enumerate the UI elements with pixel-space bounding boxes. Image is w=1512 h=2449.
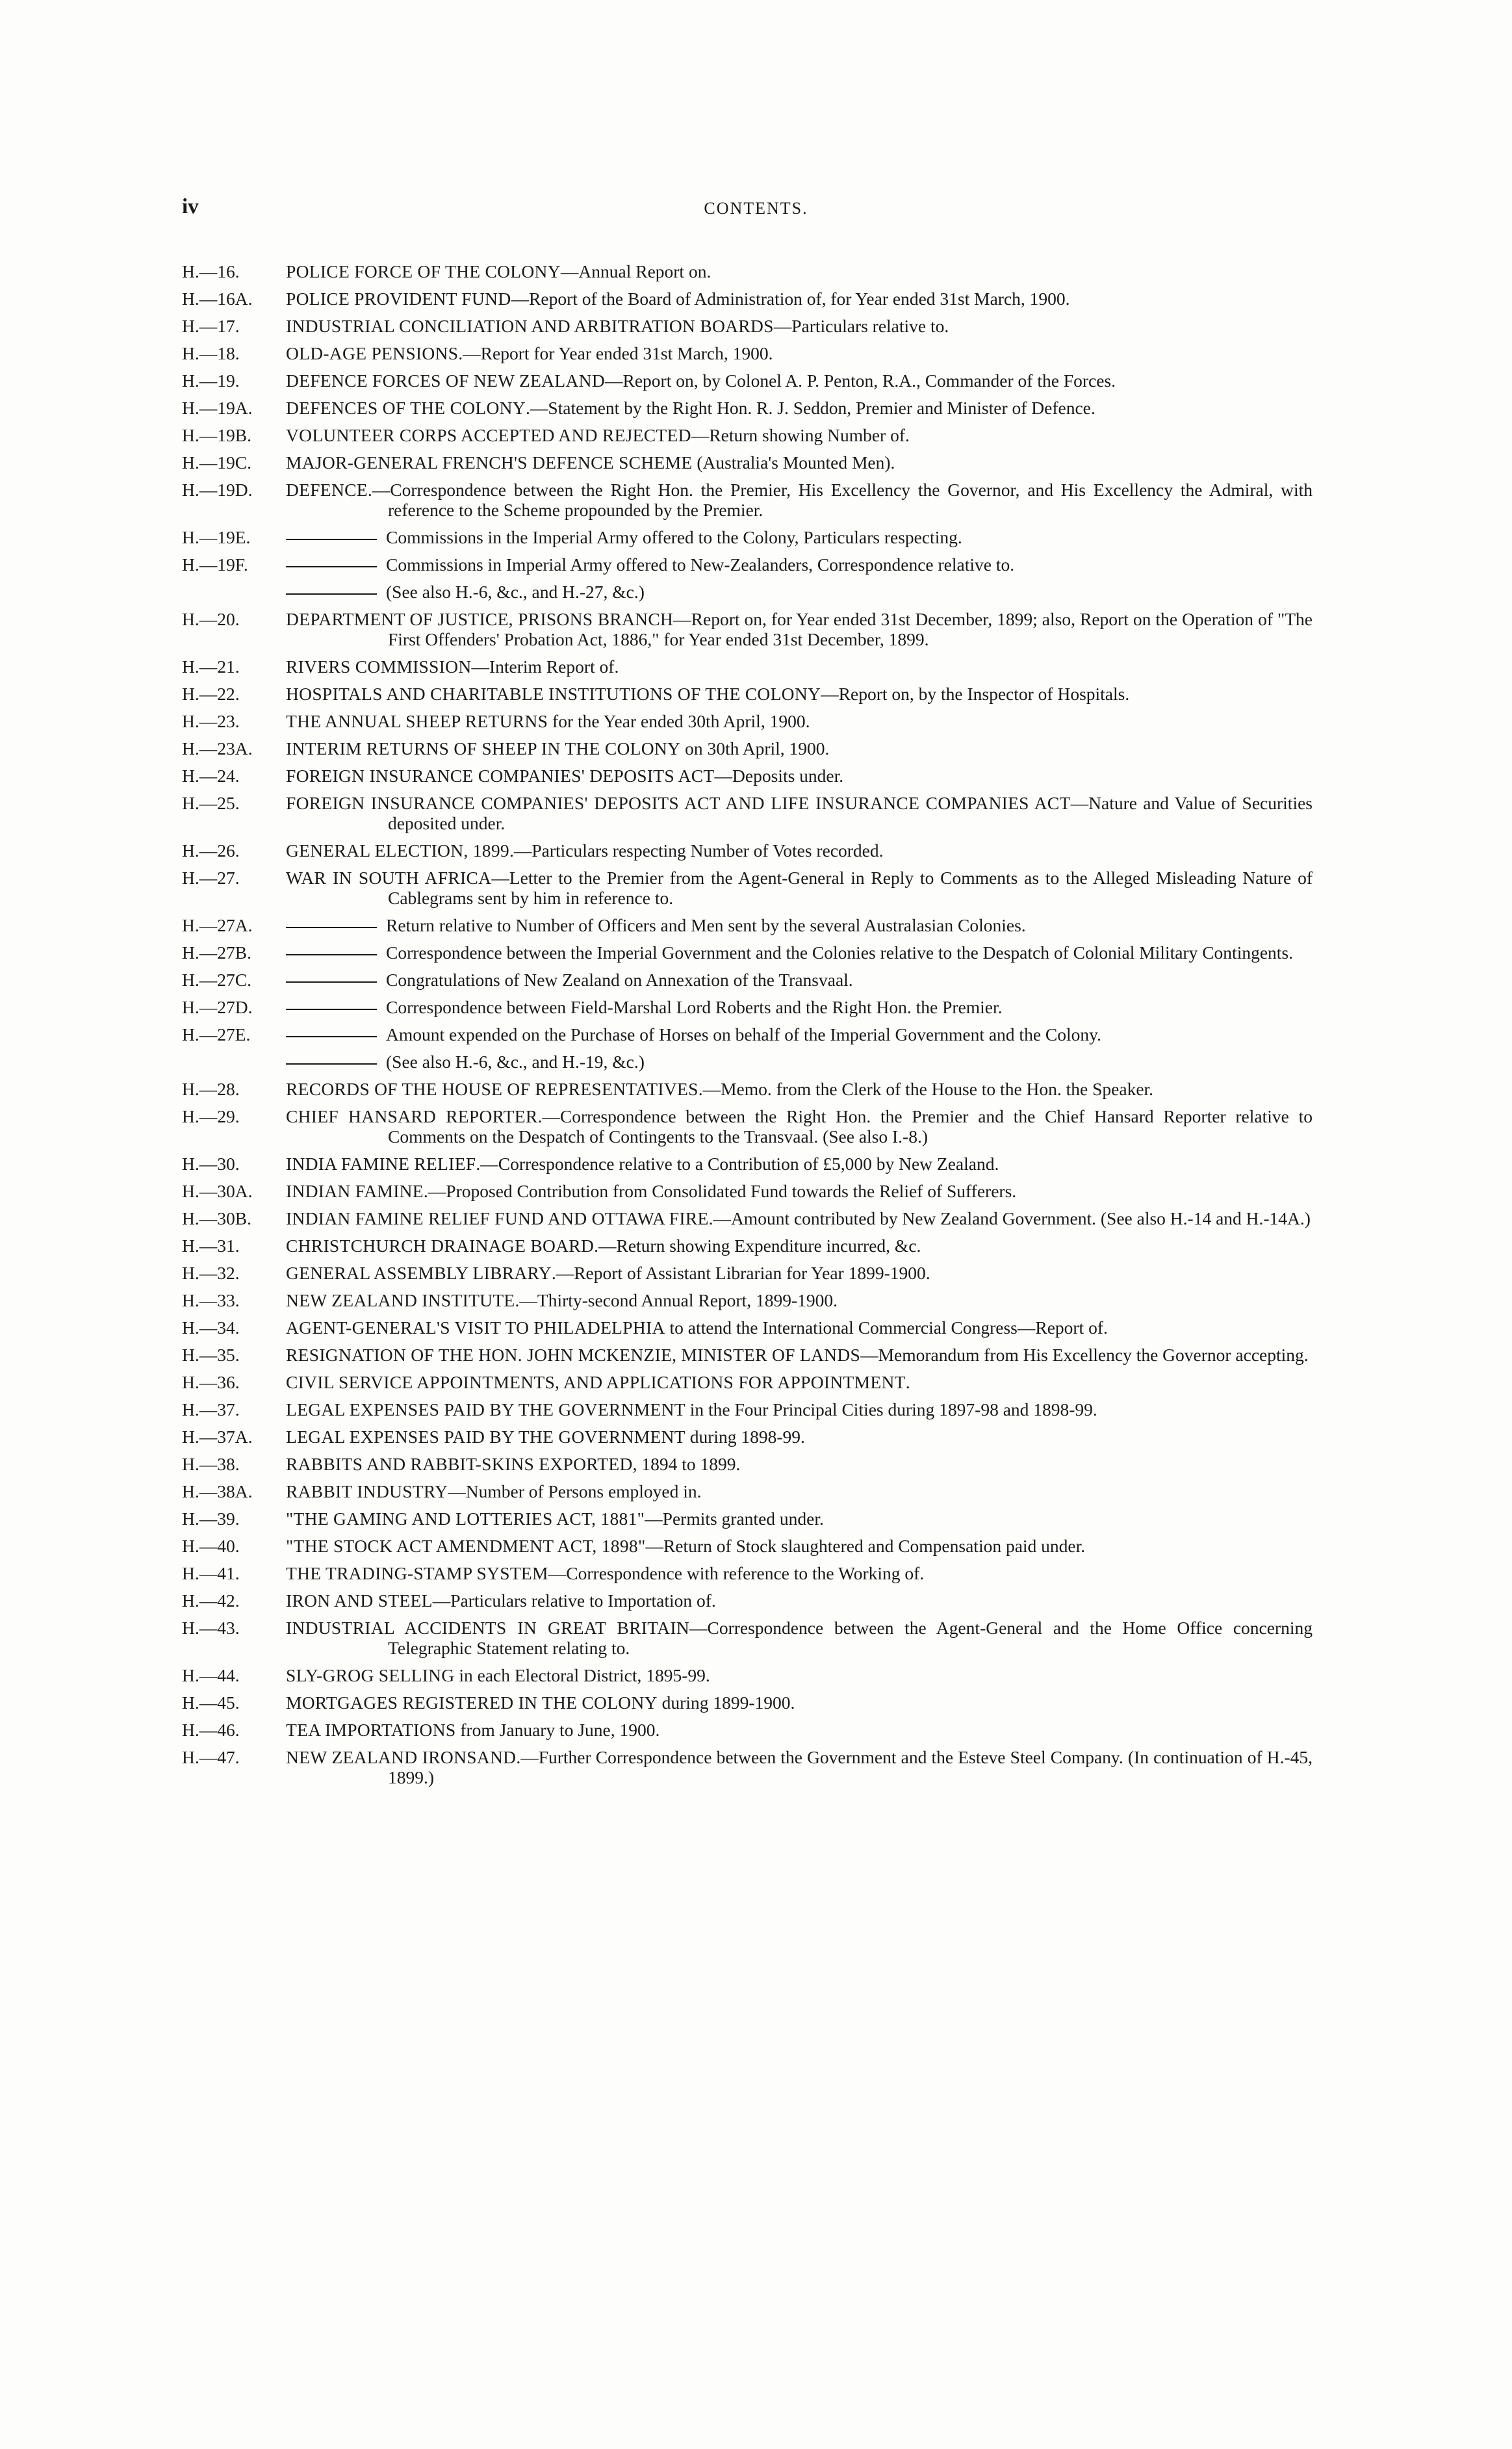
contents-entry [182,343,1313,363]
entry-body [286,1345,1313,1365]
contents-entry [182,452,1313,473]
entry-title: RABBITS AND RABBIT-SKINS EXPORTED [286,1454,633,1474]
entry-description: —Report on, by Colonel A. P. Penton, R.A., Commander of the Forces. [604,370,1116,391]
entry-id: H.—37A. [182,1427,253,1447]
entry-title: MAJOR-GENERAL FRENCH'S DEFENCE SCHEME [286,452,693,473]
contents-entry [182,840,1313,861]
entry-id: H.—30. [182,1154,240,1174]
entry-description: Amount expended on the Purchase of Horses on behalf of the Imperial Government and the Colony. [386,1024,1101,1044]
contents-entry [182,1563,1313,1583]
entry-body [286,1024,1313,1044]
contents-entry [182,1747,1313,1787]
entry-description: Return relative to Number of Officers and Men sent by the several Australasian Colonies. [386,915,1026,935]
entry-title: INDUSTRIAL ACCIDENTS IN GREAT BRITAIN [286,1618,689,1638]
entry-title: INDIA FAMINE RELIEF [286,1154,476,1174]
entry-description: Commissions in the Imperial Army offered to the Colony, Particulars respecting. [386,527,962,547]
contents-entry [182,1536,1313,1556]
entry-body [286,1427,1313,1447]
entry-description: in the Four Principal Cities during 1897-98 and 1898-99. [685,1399,1097,1419]
entry-description: —Nature and Value of Securities deposited under. [388,793,1313,833]
entry-body [286,289,1313,309]
entry-body [286,370,1313,391]
entry-body [286,684,1313,704]
entry-body [286,1106,1313,1147]
entry-body [286,1563,1313,1583]
entry-body [286,1317,1313,1338]
entry-body [286,261,1313,281]
entry-body [286,1052,1313,1072]
entry-description: —Annual Report on. [560,261,711,281]
entry-description: to attend the International Commercial Congress—Report of. [665,1317,1108,1338]
page-header [0,195,1512,227]
entry-body [286,656,1313,677]
entry-body [286,840,1313,861]
entry-description: —Interim Report of. [471,656,619,677]
entry-description: .—Report for Year ended 31st March, 1900. [458,343,773,363]
entry-body [286,942,1313,963]
contents-entry [182,1372,1313,1392]
entry-description: —Report on, for Year ended 31st December, 1899; also, Report on the Operation of "The First Offenders' Probation Act, 1886," for Year ended 31st December, 1899. [388,609,1313,649]
entry-id: H.—44. [182,1665,240,1685]
contents-entry [182,997,1313,1017]
ditto-rule [286,1063,377,1065]
entry-title: NEW ZEALAND INSTITUTE [286,1290,515,1310]
entry-body [286,1692,1313,1713]
entry-id: H.—40. [182,1536,240,1556]
entry-body [286,1509,1313,1529]
entry-description: —Number of Persons employed in. [448,1481,702,1501]
entry-title: CIVIL SERVICE APPOINTMENTS, AND APPLICATIONS FOR APPOINTMENT [286,1372,906,1392]
entry-title: DEFENCE [286,480,368,500]
entry-id: H.—23. [182,711,240,731]
entry-title: WAR IN SOUTH AFRICA [286,868,492,888]
entry-id: H.—19A. [182,398,253,418]
entry-title: "THE GAMING AND LOTTERIES ACT, 1881" [286,1509,645,1529]
entry-id: H.—21. [182,656,240,677]
entry-description: Congratulations of New Zealand on Annexation of the Transvaal. [386,970,853,990]
running-head: CONTENTS. [704,199,808,218]
entry-id: H.—18. [182,343,240,363]
entry-id: H.—27A. [182,915,253,935]
contents-entry [182,1181,1313,1201]
contents-entry [182,480,1313,520]
entry-description: (See also H.-6, &c., and H.-19, &c.) [386,1052,645,1072]
entry-title: NEW ZEALAND IRONSAND [286,1747,517,1767]
entry-description: Correspondence between the Imperial Government and the Colonies relative to the Despatch of Colonial Military Contingents. [386,942,1294,963]
entry-id: H.—19D. [182,480,253,500]
entry-description: —Particulars relative to Importation of. [432,1590,716,1611]
contents-entry [182,1024,1313,1044]
entry-title: POLICE FORCE OF THE COLONY [286,261,561,281]
entry-description: .—Thirty-second Annual Report, 1899-1900. [515,1290,838,1310]
entry-id: H.—36. [182,1372,240,1392]
entry-description: —Correspondence with reference to the Working of. [548,1563,925,1583]
entry-description: —Report on, by the Inspector of Hospitals. [821,684,1130,704]
page-number: iv [182,195,199,218]
entry-id: H.—39. [182,1509,240,1529]
entry-title: RESIGNATION OF THE HON. JOHN MCKENZIE, MINISTER OF LANDS [286,1345,861,1365]
entry-title: TEA IMPORTATIONS [286,1720,456,1740]
contents-entry [182,1052,1313,1072]
contents-entry [182,1454,1313,1474]
entry-id: H.—46. [182,1720,240,1740]
entry-id: H.—22. [182,684,240,704]
entry-title: DEFENCES OF THE COLONY [286,398,526,418]
entry-body [286,1665,1313,1685]
contents-entry [182,942,1313,963]
entry-id: H.—19. [182,370,240,391]
entry-title: RABBIT INDUSTRY [286,1481,448,1501]
contents-entry [182,1665,1313,1685]
entry-id: H.—34. [182,1317,240,1338]
entry-body [286,1536,1313,1556]
entry-id: H.—24. [182,766,240,786]
entry-title: THE ANNUAL SHEEP RETURNS [286,711,548,731]
contents-entry [182,1263,1313,1283]
contents-entry [182,1692,1313,1713]
entry-body [286,766,1313,786]
entry-description: —Letter to the Premier from the Agent-General in Reply to Comments as to the Alleged Misleading Nature of Cablegrams sent by him in reference to. [388,868,1313,908]
ditto-rule [286,566,377,567]
entry-body [286,609,1313,649]
entry-body [286,1481,1313,1501]
entry-body [286,1590,1313,1611]
entry-body [286,738,1313,758]
ditto-rule [286,927,377,928]
entry-title: CHIEF HANSARD REPORTER [286,1106,538,1126]
entry-description: .—Report of Assistant Librarian for Year 1899-1900. [551,1263,930,1283]
entry-description: .—Correspondence between the Right Hon. the Premier, His Excellency the Governor, and His Excellency the Admiral, with reference to the Scheme propounded by the Premier. [367,480,1313,520]
entry-id: H.—19C. [182,452,251,473]
contents-entry [182,1106,1313,1147]
entry-id: H.—33. [182,1290,240,1310]
entry-description: .—Statement by the Right Hon. R. J. Seddon, Premier and Minister of Defence. [525,398,1096,418]
entry-id: H.—37. [182,1399,240,1419]
contents-entry [182,398,1313,418]
entry-id: H.—30B. [182,1208,251,1228]
contents-entry [182,370,1313,391]
contents-entry [182,609,1313,649]
contents-entry [182,711,1313,731]
entry-body [286,480,1313,520]
contents-entry [182,1154,1313,1174]
entry-title: HOSPITALS AND CHARITABLE INSTITUTIONS OF THE COLONY [286,684,821,704]
entry-body [286,868,1313,908]
contents-entry [182,1208,1313,1228]
entry-description: —Deposits under. [714,766,844,786]
entry-body [286,1154,1313,1174]
entry-body [286,343,1313,363]
entry-body [286,1399,1313,1419]
contents-entry [182,970,1313,990]
entry-body [286,425,1313,445]
entry-id: H.—35. [182,1345,240,1365]
entry-title: INDUSTRIAL CONCILIATION AND ARBITRATION BOARDS [286,316,774,336]
entry-body [286,970,1313,990]
ditto-rule [286,954,377,955]
contents-entry [182,656,1313,677]
entry-id: H.—26. [182,840,240,861]
entry-body [286,1263,1313,1283]
entry-id: H.—30A. [182,1181,253,1201]
entry-body [286,316,1313,336]
ditto-rule [286,593,377,595]
entry-body [286,1618,1313,1658]
entry-id: H.—38. [182,1454,240,1474]
contents-entry [182,1236,1313,1256]
entry-id: H.—31. [182,1236,240,1256]
entry-id: H.—47. [182,1747,240,1767]
entry-title: CHRISTCHURCH DRAINAGE BOARD [286,1236,595,1256]
entry-id: H.—28. [182,1079,240,1099]
entry-id: H.—23A. [182,738,253,758]
entry-title: DEPARTMENT OF JUSTICE, PRISONS BRANCH [286,609,674,629]
ditto-rule [286,981,377,983]
entry-id: H.—19E. [182,527,251,547]
contents-entry [182,1399,1313,1419]
contents-entry [182,289,1313,309]
entry-description: —Return of Stock slaughtered and Compensation paid under. [645,1536,1086,1556]
entry-description: —Particulars relative to. [773,316,949,336]
entry-description: in each Electoral District, 1895-99. [454,1665,710,1685]
entry-body [286,582,1313,602]
entry-id: H.—42. [182,1590,240,1611]
entry-description: .—Particulars respecting Number of Votes recorded. [509,840,884,861]
entry-title: FOREIGN INSURANCE COMPANIES' DEPOSITS ACT AND LIFE INSURANCE COMPANIES ACT [286,793,1071,813]
ditto-rule [286,539,377,540]
entry-description: .—Further Correspondence between the Government and the Esteve Steel Company. (In continuation of H.-45, 1899.) [388,1747,1313,1787]
entry-title: OLD-AGE PENSIONS [286,343,459,363]
entry-title: SLY-GROG SELLING [286,1665,455,1685]
entry-description: during 1899-1900. [657,1692,795,1713]
contents-entry [182,527,1313,547]
entry-description: , 1894 to 1899. [632,1454,741,1474]
entry-id: H.—27C. [182,970,251,990]
entry-id: H.—32. [182,1263,240,1283]
ditto-rule [286,1036,377,1037]
entry-description: from January to June, 1900. [455,1720,660,1740]
contents-entry [182,1427,1313,1447]
entry-id: H.—27E. [182,1024,251,1044]
contents-entry [182,554,1313,575]
entry-body [286,398,1313,418]
entry-id: H.—25. [182,793,240,813]
entry-body [286,711,1313,731]
entry-description: .—Correspondence relative to a Contribution of £5,000 by New Zealand. [476,1154,999,1174]
entry-body [286,1236,1313,1256]
entry-id: H.—19B. [182,425,251,445]
contents-entry [182,1079,1313,1099]
entry-description: Correspondence between Field-Marshal Lord Roberts and the Right Hon. the Premier. [386,997,1003,1017]
entry-title: RECORDS OF THE HOUSE OF REPRESENTATIVES [286,1079,698,1099]
entry-description: .—Correspondence between the Right Hon. the Premier and the Chief Hansard Reporter relative to Comments on the Despatch of Contingents to the Transvaal. (See also I.-8.) [388,1106,1313,1147]
entry-body [286,1208,1313,1228]
entry-description: on 30th April, 1900. [680,738,830,758]
entry-description: .—Amount contributed by New Zealand Government. (See also H.-14 and H.-14A.) [708,1208,1311,1228]
entry-description: (Australia's Mounted Men). [692,452,895,473]
entry-body [286,1720,1313,1740]
entry-title: INDIAN FAMINE [286,1181,424,1201]
entry-id: H.—29. [182,1106,240,1126]
entry-body [286,1079,1313,1099]
entry-description: .—Return showing Expenditure incurred, &c. [594,1236,921,1256]
entry-description: Commissions in Imperial Army offered to New-Zealanders, Correspondence relative to. [386,554,1015,575]
entry-description: —Permits granted under. [645,1509,824,1529]
entry-title: AGENT-GENERAL'S VISIT TO PHILADELPHIA [286,1317,665,1338]
entry-description: during 1898-99. [685,1427,805,1447]
entry-description: . [905,1372,910,1392]
ditto-rule [286,1009,377,1010]
contents-entry [182,1618,1313,1658]
entry-id: H.—19F. [182,554,248,575]
contents-entry [182,1290,1313,1310]
contents-entry [182,915,1313,935]
contents-entry [182,766,1313,786]
entry-id: H.—27D. [182,997,253,1017]
contents-entry [182,1509,1313,1529]
entry-description: —Correspondence between the Agent-General and the Home Office concerning Telegraphic Statement relating to. [388,1618,1313,1658]
contents-entry [182,1345,1313,1365]
entry-body [286,452,1313,473]
entry-id: H.—27. [182,868,240,888]
contents-list [182,261,1313,1795]
entry-description: for the Year ended 30th April, 1900. [548,711,810,731]
entry-body [286,1747,1313,1787]
contents-entry [182,261,1313,281]
contents-entry [182,425,1313,445]
entry-body [286,1372,1313,1392]
entry-description: (See also H.-6, &c., and H.-27, &c.) [386,582,645,602]
entry-title: VOLUNTEER CORPS ACCEPTED AND REJECTED [286,425,691,445]
entry-title: "THE STOCK ACT AMENDMENT ACT, 1898" [286,1536,646,1556]
entry-id: H.—20. [182,609,240,629]
entry-description: .—Memo. from the Clerk of the House to the Hon. the Speaker. [698,1079,1154,1099]
entry-title: INTERIM RETURNS OF SHEEP IN THE COLONY [286,738,681,758]
entry-id: H.—27B. [182,942,251,963]
entry-body [286,1181,1313,1201]
entry-title: DEFENCE FORCES OF NEW ZEALAND [286,370,605,391]
entry-title: GENERAL ASSEMBLY LIBRARY [286,1263,552,1283]
contents-entry [182,316,1313,336]
entry-id: H.—16A. [182,289,253,309]
entry-id: H.—17. [182,316,240,336]
entry-body [286,554,1313,575]
contents-entry [182,1720,1313,1740]
contents-entry [182,868,1313,908]
entry-title: IRON AND STEEL [286,1590,433,1611]
entry-body [286,527,1313,547]
entry-description: .—Proposed Contribution from Consolidated Fund towards the Relief of Sufferers. [423,1181,1017,1201]
entry-id: H.—41. [182,1563,240,1583]
contents-entry [182,793,1313,833]
entry-description: —Report of the Board of Administration of, for Year ended 31st March, 1900. [511,289,1070,309]
entry-title: MORTGAGES REGISTERED IN THE COLONY [286,1692,658,1713]
entry-title: GENERAL ELECTION, 1899 [286,840,509,861]
contents-entry [182,1481,1313,1501]
entry-body [286,915,1313,935]
contents-entry [182,1590,1313,1611]
entry-title: INDIAN FAMINE RELIEF FUND AND OTTAWA FIRE [286,1208,709,1228]
entry-title: LEGAL EXPENSES PAID BY THE GOVERNMENT [286,1399,686,1419]
contents-entry [182,738,1313,758]
contents-entry [182,582,1313,602]
contents-entry [182,1317,1313,1338]
entry-id: H.—45. [182,1692,240,1713]
entry-body [286,1454,1313,1474]
entry-title: THE TRADING-STAMP SYSTEM [286,1563,548,1583]
entry-title: POLICE PROVIDENT FUND [286,289,511,309]
entry-description: —Return showing Number of. [691,425,910,445]
entry-body [286,793,1313,833]
entry-id: H.—43. [182,1618,240,1638]
entry-id: H.—38A. [182,1481,253,1501]
entry-body [286,1290,1313,1310]
entry-title: LEGAL EXPENSES PAID BY THE GOVERNMENT [286,1427,686,1447]
entry-title: RIVERS COMMISSION [286,656,472,677]
contents-entry [182,684,1313,704]
entry-title: FOREIGN INSURANCE COMPANIES' DEPOSITS ACT [286,766,715,786]
entry-body [286,997,1313,1017]
entry-id: H.—16. [182,261,240,281]
entry-description: —Memorandum from His Excellency the Governor accepting. [860,1345,1309,1365]
